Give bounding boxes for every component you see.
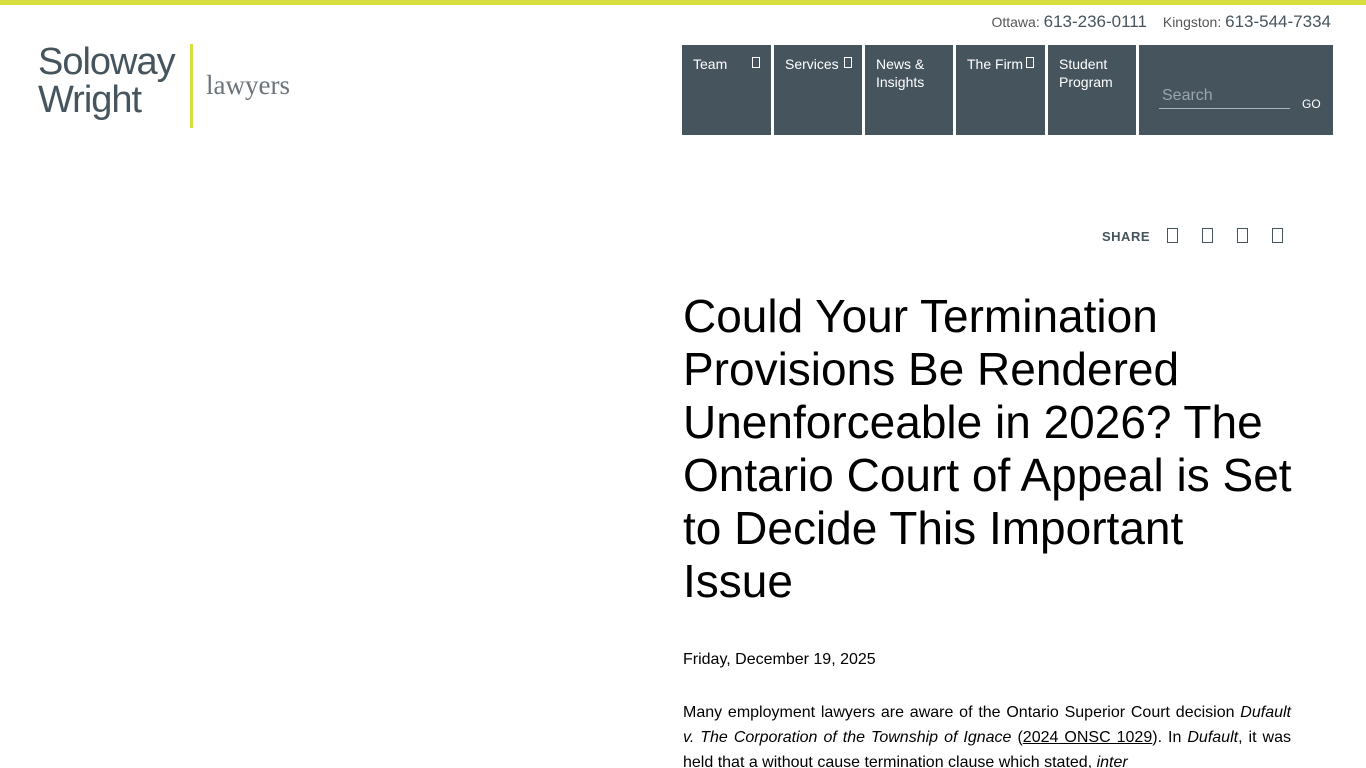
nav-item-label: Services	[785, 56, 839, 72]
case-name: Dufault v. The Corporation of the Township of Ignace	[683, 704, 1291, 746]
facebook-icon[interactable]	[1167, 228, 1178, 243]
contact-phones	[991, 12, 1331, 32]
nav-item-label: Team	[693, 56, 728, 72]
main-nav	[682, 45, 1333, 135]
article-paragraph	[683, 700, 1291, 768]
paragraph-text: Many employment lawyers are aware of the Ontario Superior Court decision	[683, 704, 1241, 721]
nav-item-label: The Firm	[967, 56, 1023, 72]
paragraph-text: ). In	[1152, 729, 1188, 746]
search-input[interactable]	[1159, 83, 1290, 109]
nav-item-label: Student Program	[1059, 56, 1113, 90]
logo-wordmark	[38, 43, 175, 119]
logo-line1: Soloway	[38, 41, 175, 83]
share-label: SHARE	[1102, 229, 1151, 244]
share-bar	[1102, 226, 1307, 244]
kingston-label: Kingston:	[1162, 14, 1222, 30]
top-accent-bar	[0, 0, 1366, 5]
search-go-button[interactable]: GO	[1302, 97, 1321, 111]
nav-item-team[interactable]	[682, 45, 771, 135]
logo-divider	[190, 44, 193, 128]
chevron-down-icon	[1026, 57, 1034, 68]
twitter-icon[interactable]	[1202, 228, 1213, 243]
logo-subtitle: lawyers	[206, 70, 290, 100]
nav-item-student-program[interactable]	[1048, 45, 1136, 135]
citation-link[interactable]: 2024 ONSC 1029	[1022, 729, 1153, 746]
article-date: Friday, December 19, 2025	[683, 651, 876, 668]
chevron-down-icon	[844, 57, 852, 68]
search-box	[1139, 45, 1333, 135]
logo-line2: Wright	[38, 79, 142, 121]
article-title: Could Your Termination Provisions Be Rendered Unenforceable in 2026? The Ontario Court of Appeal is Set to Decide This Important Issue	[683, 290, 1292, 607]
paragraph-text: (	[1011, 729, 1023, 746]
ottawa-phone[interactable]: 613-236-0111	[1043, 12, 1147, 31]
nav-item-the-firm[interactable]	[956, 45, 1045, 135]
chevron-down-icon	[752, 57, 760, 68]
kingston-phone[interactable]: 613-544-7334	[1225, 12, 1331, 31]
case-name-short: Dufault	[1187, 729, 1239, 746]
linkedin-icon[interactable]	[1237, 228, 1248, 243]
nav-item-services[interactable]	[774, 45, 862, 135]
logo[interactable]	[38, 43, 298, 129]
ottawa-label: Ottawa:	[991, 14, 1040, 30]
paragraph-text: , it was held that a without cause termination clause which stated,	[683, 729, 1291, 768]
nav-item-label: News & Insights	[876, 56, 925, 90]
latin-phrase: inter	[1096, 754, 1128, 768]
nav-item-news-insights[interactable]	[865, 45, 953, 135]
email-icon[interactable]	[1272, 228, 1283, 243]
